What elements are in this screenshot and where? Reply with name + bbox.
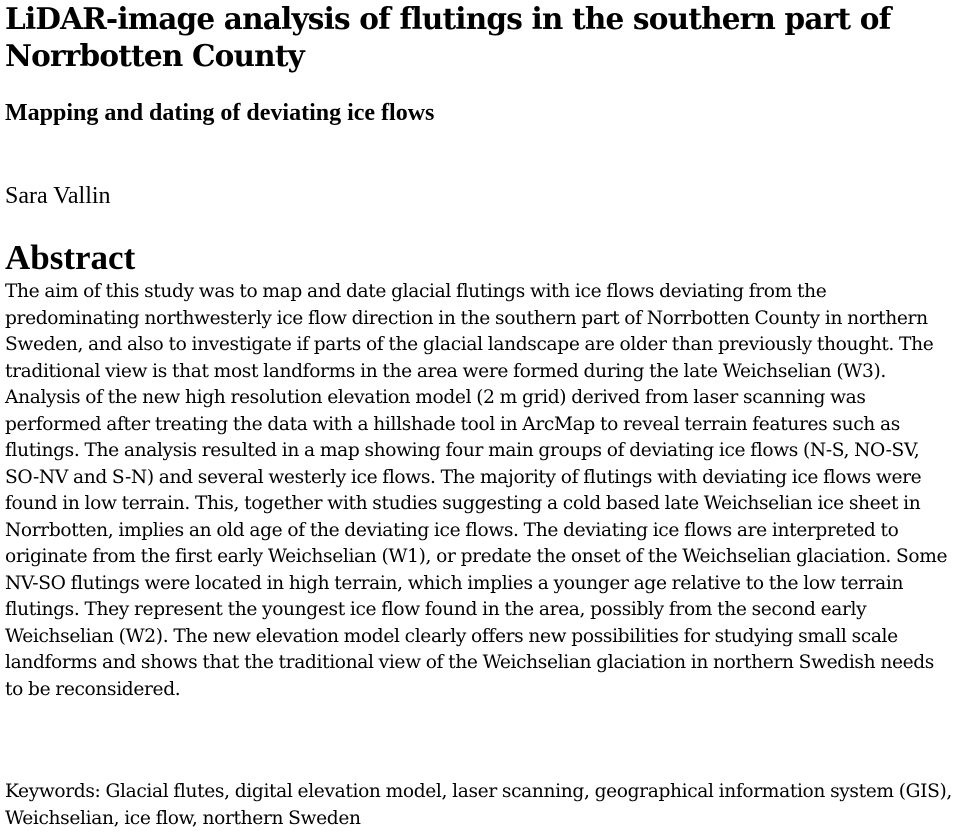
document-title: LiDAR-image analysis of flutings in the southern part of Norrbotten County [5,1,891,73]
document-subtitle: Mapping and dating of deviating ice flows [5,100,435,126]
abstract-heading: Abstract [5,238,136,277]
keywords-text: Keywords: Glacial flutes, digital elevation model, laser scanning, geographical information system (GIS), Weichselian, ice flow, northern Sweden [5,781,952,829]
author-name: Sara Vallin [5,183,111,209]
abstract-text: The aim of this study was to map and date glacial flutings with ice flows deviating from the predominating northwesterly ice flow direction in the southern part of Norrbotten County in northern Sweden, and also to investigate if parts of the glacial landscape are older than previously thought. The traditional view is that most landforms in the area were formed during the late Weichselian (W3). Analysis of the new high resolution elevation model (2 m grid) derived from laser scanning was performed after treating the data with a hillshade tool in ArcMap to reveal terrain features such as flutings. The analysis resulted in a map showing four main groups of deviating ice flows (N-S, NO-SV, SO-NV and S-N) and several westerly ice flows. The majority of flutings with deviating ice flows were found in low terrain. This, together with studies suggesting a cold based late Weichselian ice sheet in Norrbotten, implies an old age of the deviating ice flows. The deviating ice flows are interpreted to originate from the first early Weichselian (W1), or predate the onset of the Weichselian glaciation. Some NV-SO flutings were located in high terrain, which implies a younger age relative to the low terrain flutings. They represent the youngest ice flow found in the area, possibly from the second early Weichselian (W2). The new elevation model clearly offers new possibilities for studying small scale landforms and shows that the traditional view of the Weichselian glaciation in northern Swedish needs to be reconsidered. [5,281,948,700]
